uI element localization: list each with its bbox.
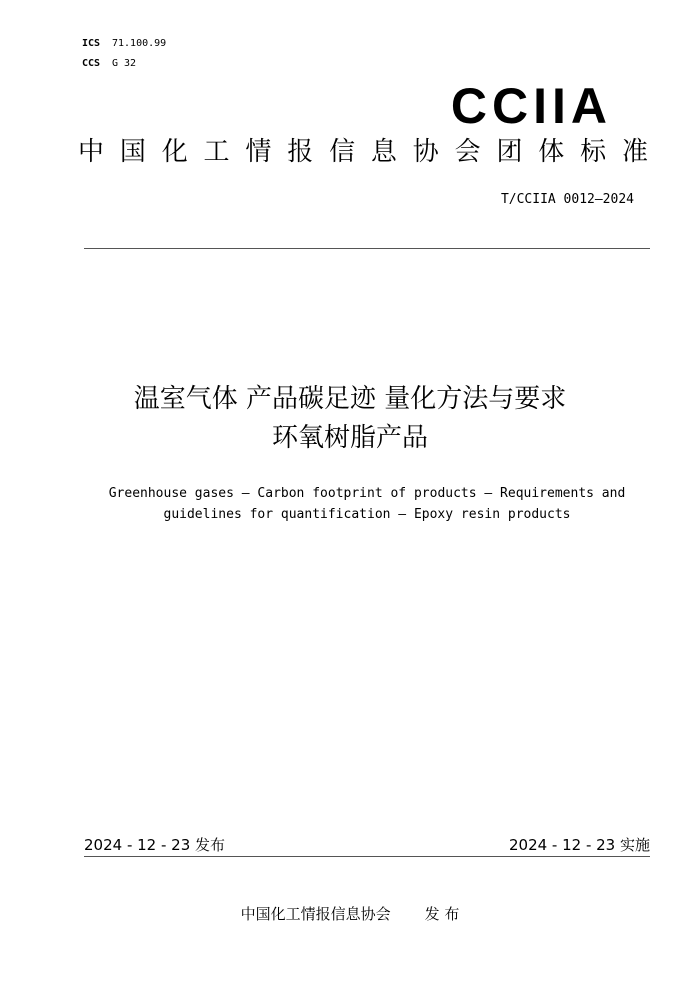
english-title	[60, 483, 674, 525]
ccs-value: G 32	[112, 58, 137, 69]
ccs-label: CCS	[82, 58, 101, 69]
organization-title-char: 信	[329, 137, 356, 167]
organization-title-char: 标	[580, 137, 607, 167]
classification-codes	[82, 34, 166, 74]
organization-title-char: 报	[287, 137, 314, 167]
organization-title-char: 团	[496, 137, 523, 167]
organization-title-char: 化	[161, 137, 188, 167]
implementation-date: 2024 - 12 - 23 实施	[508, 836, 650, 854]
header-divider	[84, 248, 650, 249]
organization-code: CCIIA	[450, 78, 612, 134]
english-title-line-1: Greenhouse gases — Carbon footprint of products — Requirements and	[108, 486, 626, 501]
publish-label: 发 布	[424, 905, 460, 923]
organization-title-char: 协	[412, 137, 439, 167]
organization-title-char: 中	[78, 137, 105, 167]
publisher-line	[0, 904, 700, 924]
organization-title-char: 体	[538, 137, 565, 167]
issue-date: 2024 - 12 - 23 发布	[84, 836, 226, 854]
chinese-title-line-1: 温室气体 产品碳足迹 量化方法与要求	[133, 384, 567, 414]
ccs-row	[82, 54, 166, 74]
ics-label: ICS	[82, 38, 101, 49]
chinese-title-line-2: 环氧树脂产品	[271, 423, 428, 453]
ics-row	[82, 34, 166, 54]
organization-standard-title	[78, 134, 648, 170]
chinese-title	[50, 380, 650, 458]
publisher-name: 中国化工情报信息协会	[240, 905, 391, 923]
organization-title-char: 息	[370, 137, 397, 167]
organization-title-char: 准	[621, 137, 648, 167]
standard-number: T/CCIIA 0012—2024	[500, 192, 634, 207]
english-title-line-2: guidelines for quantification — Epoxy resin products	[163, 507, 571, 522]
footer-divider	[84, 856, 650, 857]
organization-title-char: 会	[454, 137, 481, 167]
organization-title-char: 情	[245, 137, 272, 167]
organization-title-char: 工	[203, 137, 230, 167]
ics-value: 71.100.99	[112, 38, 167, 49]
organization-title-char: 国	[119, 137, 146, 167]
